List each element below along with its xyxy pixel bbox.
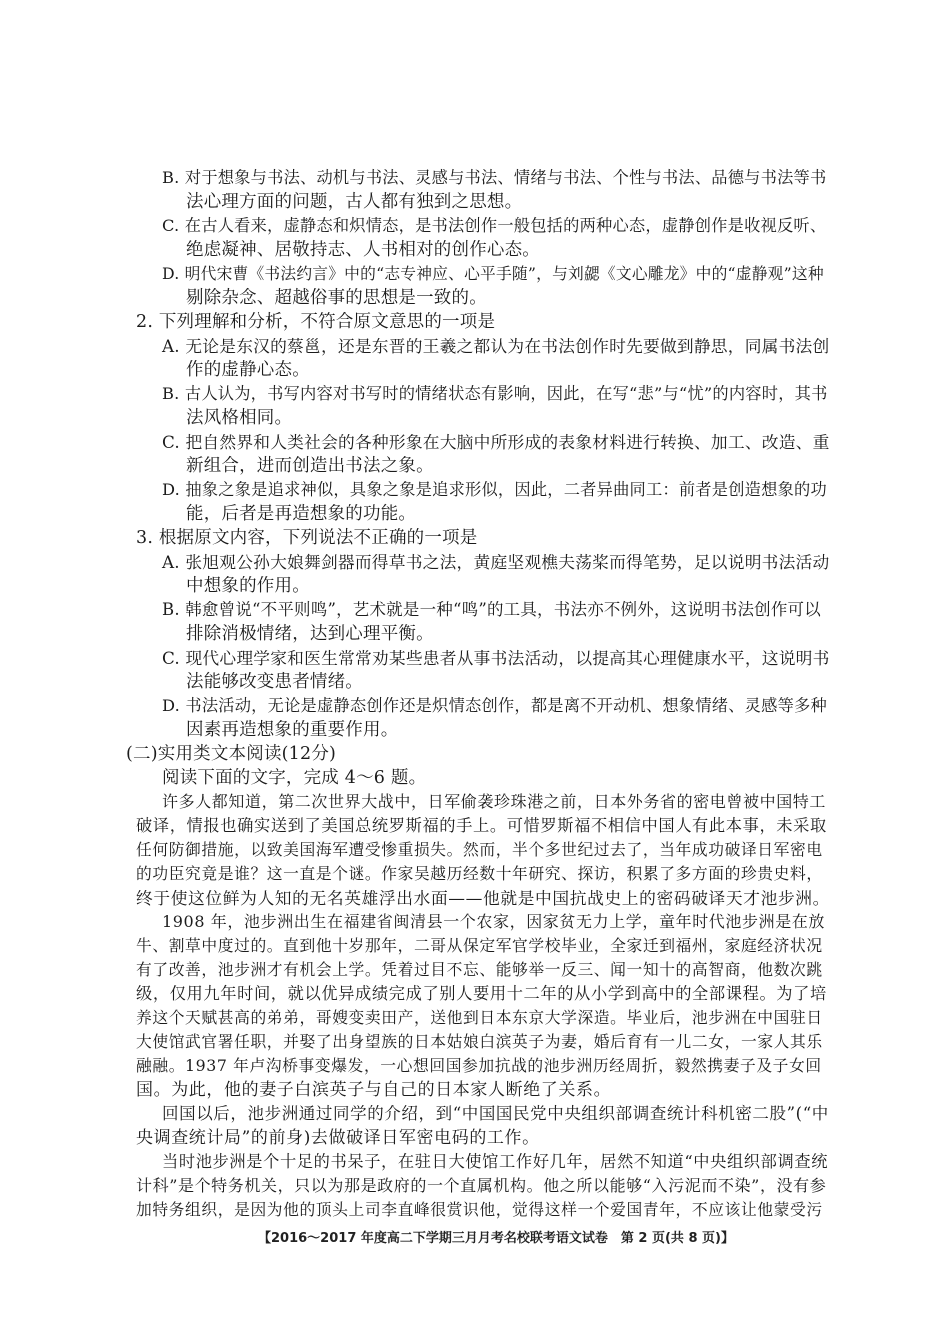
passage-p1-line2: 破译，情报也确实送到了美国总统罗斯福的手上。可惜罗斯福不相信中国人有此本事，未采取 (136, 816, 827, 835)
q1-option-d-line2: 剔除杂念、超越俗事的思想是一致的。 (186, 288, 487, 308)
passage-p2-line3: 有了改善，池步洲才有机会上学。凭着过目不忘、能够举一反三、闻一知十的高智商，他数次跳 (136, 960, 823, 979)
q2-option-c-line2: 新组合，进而创造出书法之象。 (186, 456, 434, 476)
q2-option-a-line1: A. 无论是东汉的蔡邕，还是东晋的王羲之都认为在书法创作时先要做到静思，同属书法创 (162, 336, 830, 356)
passage-p2-line6: 大使馆武官署任职，并娶了出身望族的日本姑娘白滨英子为妻，婚后育有一儿二女，一家人其乐 (136, 1032, 823, 1051)
q2-option-b-line2: 法风格相同。 (186, 408, 293, 428)
q3-option-b-line2: 排除消极情绪，达到心理平衡。 (186, 624, 434, 644)
q2-option-d-line2: 能，后者是再造想象的功能。 (186, 504, 417, 524)
passage-p2-line5: 养这个天赋甚高的弟弟，哥嫂变卖田产，送他到日本东京大学深造。毕业后，池步洲在中国驻日 (136, 1008, 823, 1027)
section-heading: (二)实用类文本阅读(12分) (126, 744, 337, 764)
passage-p4-line2: 计科”是个特务机关，只以为那是政府的一个直属机构。他之所以能够“入污泥而不染”，没有参 (136, 1176, 827, 1195)
q1-option-b-line2: 法心理方面的问题，古人都有独到之思想。 (186, 192, 523, 212)
q3-stem: 3. 根据原文内容，下列说法不正确的一项是 (136, 528, 478, 548)
q3-option-d-line2: 因素再造想象的重要作用。 (186, 720, 399, 740)
q2-stem: 2. 下列理解和分析，不符合原文意思的一项是 (136, 312, 496, 332)
q3-option-a-line1: A. 张旭观公孙大娘舞剑器而得草书之法，黄庭坚观樵夫荡桨而得笔势，足以说明书法活动 (162, 552, 830, 572)
passage-p2-line4: 级，仅用九年时间，就以优异成绩完成了别人要用十二年的从小学到高中的全部课程。为了培 (136, 984, 827, 1003)
q1-option-c-line1: C. 在古人看来，虚静态和炽情态，是书法创作一般包括的两种心态，虚静创作是收视反听、 (162, 216, 827, 235)
q2-option-a-line2: 作的虚静心态。 (186, 360, 310, 380)
passage-p1-line5: 终于使这位鲜为人知的无名英雄浮出水面——他就是中国抗战史上的密码破译天才池步洲。 (136, 888, 831, 908)
q1-option-b-line1: B. 对于想象与书法、动机与书法、灵感与书法、情绪与书法、个性与书法、品德与书法等书 (162, 168, 827, 187)
passage-p2-line1: 1908 年，池步洲出生在福建省闽清县一个农家，因家贫无力上学，童年时代池步洲是在放 (162, 912, 826, 931)
q2-option-c-line1: C. 把自然界和人类社会的各种形象在大脑中所形成的表象材料进行转换、加工、改造、重 (162, 432, 830, 452)
passage-p4-line3: 加特务组织，是因为他的顶头上司李直峰很赏识他，觉得这样一个爱国青年，不应该让他蒙受污 (136, 1200, 823, 1219)
q1-option-d-line1: D. 明代宋曹《书法约言》中的“志专神应、心平手随”，与刘勰《文心雕龙》中的“虚静观”这种 (162, 264, 824, 283)
passage-p2-line7: 融融。1937 年卢沟桥事变爆发，一心想回国参加抗战的池步洲历经周折，毅然携妻子及子女回 (136, 1056, 822, 1075)
q1-option-c-line2: 绝虑凝神、居敬持志、人书相对的创作心态。 (186, 240, 540, 260)
q3-option-d-line1: D. 书法活动，无论是虚静态创作还是炽情态创作，都是离不开动机、想象情绪、灵感等多种 (162, 696, 827, 715)
q2-option-b-line1: B. 古人认为，书写内容对书写时的情绪状态有影响，因此，在写“悲”与“忧”的内容时，其书 (162, 384, 828, 403)
q3-option-a-line2: 中想象的作用。 (186, 576, 310, 596)
passage-p1-line3: 任何防御措施，以致美国海军遭受惨重损失。然而，半个多世纪过去了，当年成功破译日军密电 (136, 840, 823, 859)
page-footer: 【2016～2017 年度高二下学期三月月考名校联考语文试卷 第 2 页(共 8 页)】 (258, 1231, 734, 1246)
passage-p1-line4: 的功臣究竟是谁？这一直是个谜。作家吴越历经数十年研究、探访，积累了多方面的珍贵史料， (136, 864, 823, 883)
passage-p3-line1: 回国以后，池步洲通过同学的介绍，到“中国国民党中央组织部调查统计科机密二股”(“中 (162, 1104, 829, 1123)
q3-option-c-line1: C. 现代心理学家和医生常常劝某些患者从事书法活动，以提高其心理健康水平，这说明书 (162, 648, 830, 668)
q3-option-c-line2: 法能够改变患者情绪。 (186, 672, 363, 692)
passage-p3-line2: 央调查统计局”的前身)去做破译日军密电码的工作。 (136, 1128, 540, 1148)
passage-p4-line1: 当时池步洲是个十足的书呆子，在驻日大使馆工作好几年，居然不知道“中央组织部调查统 (162, 1152, 829, 1171)
q2-option-d-line1: D. 抽象之象是追求神似，具象之象是追求形似，因此，二者异曲同工：前者是创造想象的功 (162, 480, 827, 499)
passage-p2-line8: 国。为此，他的妻子白滨英子与自己的日本家人断绝了关系。 (136, 1080, 612, 1100)
passage-p1-line1: 许多人都知道，第二次世界大战中，日军偷袭珍珠港之前，日本外务省的密电曾被中国特工 (162, 792, 827, 811)
passage-p2-line2: 牛、割草中度过的。直到他十岁那年，二哥从保定军官学校毕业，全家迁到福州，家庭经济状况 (136, 936, 823, 955)
q3-option-b-line1: B. 韩愈曾说“不平则鸣”，艺术就是一种“鸣”的工具，书法亦不例外，这说明书法创作可以 (162, 600, 821, 619)
reading-instruction: 阅读下面的文字，完成 4～6 题。 (162, 768, 427, 788)
